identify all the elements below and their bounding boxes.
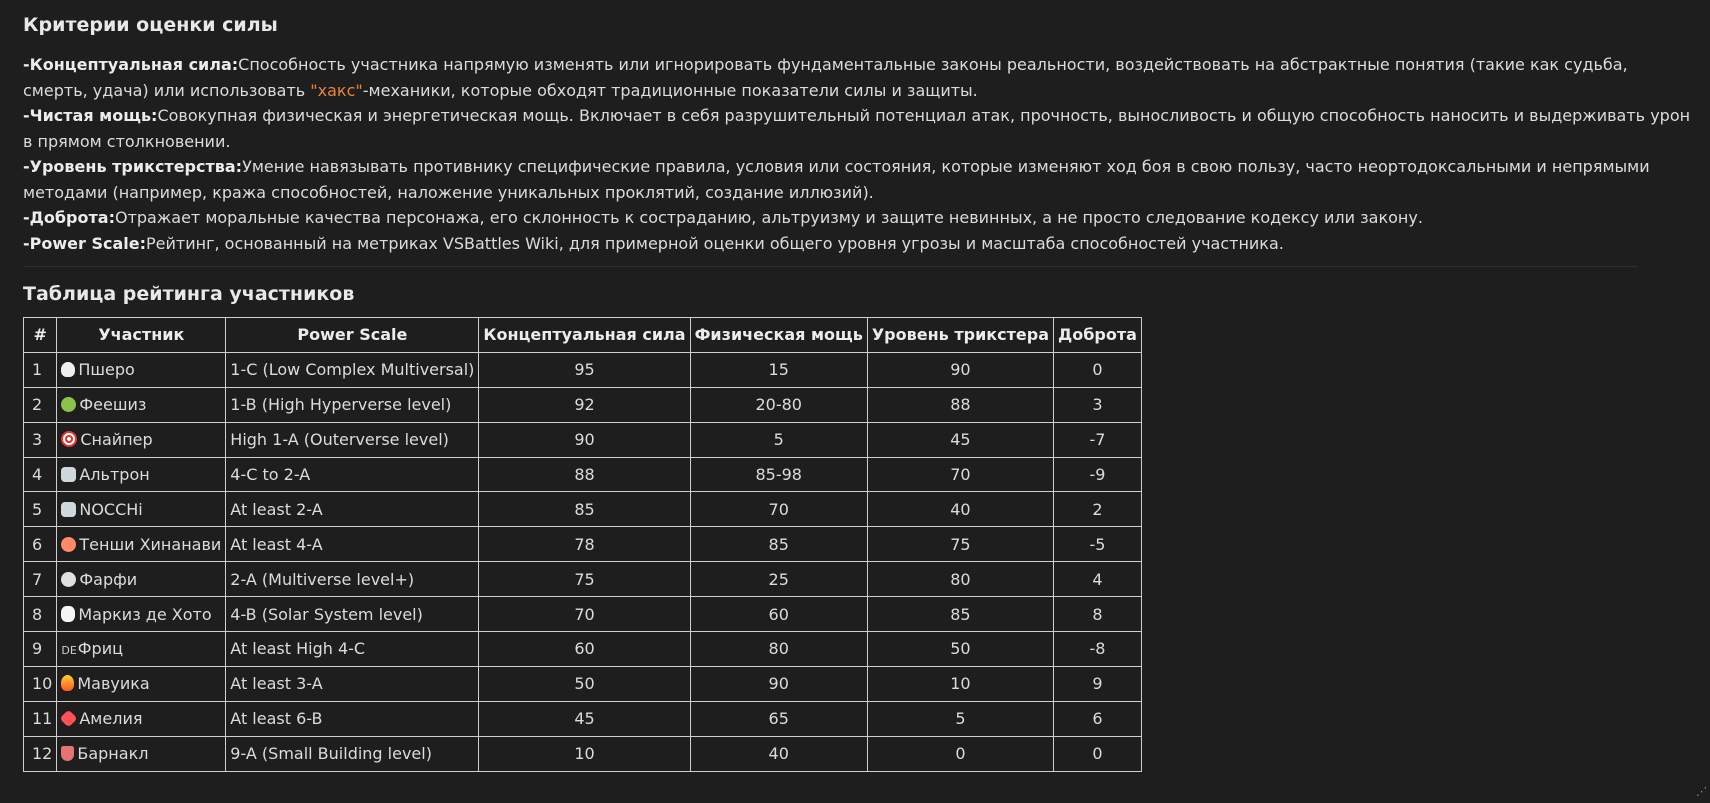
rabbit-icon [61, 606, 75, 622]
cell-power-scale: High 1-A (Outerverse level) [226, 422, 479, 457]
criteria-term: -Чистая мощь: [23, 106, 158, 125]
cell-power-scale: 4-C to 2-A [226, 457, 479, 492]
cell-physical: 60 [690, 597, 867, 632]
cell-participant [57, 457, 226, 492]
cell-trickster: 10 [867, 666, 1053, 701]
column-header-power-scale: Power Scale [226, 318, 479, 353]
criteria-item-kindness [23, 205, 1695, 231]
zombie-icon [61, 397, 76, 412]
cell-trickster: 0 [867, 736, 1053, 771]
cell-participant [57, 701, 226, 736]
column-header-kindness: Доброта [1054, 318, 1142, 353]
participant-name: Мавуика [77, 674, 150, 694]
table-row [24, 736, 1142, 771]
table-row [24, 457, 1142, 492]
cell-kindness: -9 [1054, 457, 1142, 492]
mouse-icon [61, 572, 76, 587]
criteria-item-power-scale [23, 231, 1695, 257]
cell-index: 7 [24, 562, 57, 597]
cell-power-scale: 1-B (High Hyperverse level) [226, 387, 479, 422]
cell-trickster: 45 [867, 422, 1053, 457]
table-row [24, 422, 1142, 457]
column-header-physical: Физическая мощь [690, 318, 867, 353]
table-heading: Таблица рейтинга участников [23, 283, 355, 305]
criteria-term: -Power Scale: [23, 233, 146, 253]
robot-icon [61, 467, 76, 482]
table-row [24, 597, 1142, 632]
cell-trickster: 75 [867, 527, 1053, 562]
cell-conceptual: 92 [479, 387, 690, 422]
cell-power-scale: 2-A (Multiverse level+) [226, 562, 479, 597]
cell-physical: 65 [690, 701, 867, 736]
column-header-participant: Участник [57, 318, 226, 353]
participant-name: Альтрон [79, 465, 150, 484]
cell-index: 5 [24, 492, 57, 527]
participant-name: Пшеро [78, 360, 135, 380]
cell-physical: 40 [690, 736, 867, 771]
cell-participant [57, 666, 226, 701]
participant-name: NOCCHi [79, 499, 143, 519]
cell-kindness: 9 [1054, 666, 1142, 701]
cell-conceptual: 95 [479, 352, 690, 387]
table-row [24, 632, 1142, 667]
skull-icon [61, 362, 75, 377]
table-row [24, 701, 1142, 736]
cell-power-scale: At least High 4-C [226, 632, 479, 667]
resize-handle-icon[interactable]: ⋰ [1696, 785, 1707, 798]
flag-de-icon: DE [61, 644, 77, 658]
criteria-item-power [23, 103, 1695, 154]
column-header-conceptual: Концептуальная сила [479, 318, 690, 353]
cell-trickster: 90 [867, 352, 1053, 387]
criteria-text: Совокупная физическая и энергетическая мощь. Включает в себя разрушительный потенциал атак, прочность, выносливость и общую способность наносить и выдерживать урон в прямом столкновении. [23, 106, 1691, 151]
cell-index: 1 [24, 352, 57, 387]
cell-trickster: 40 [867, 492, 1053, 527]
participant-name: Фарфи [79, 569, 138, 589]
cell-kindness: -7 [1054, 422, 1142, 457]
cell-participant [57, 632, 226, 667]
cell-trickster: 80 [867, 562, 1053, 597]
peach-icon [61, 537, 76, 552]
cell-conceptual: 10 [479, 736, 690, 771]
table-row [24, 666, 1142, 701]
cell-participant [57, 387, 226, 422]
haks-highlight: "хакс" [310, 80, 363, 100]
cell-physical: 85 [690, 527, 867, 562]
cell-trickster: 50 [867, 632, 1053, 667]
cell-index: 9 [24, 632, 57, 667]
table-row [24, 492, 1142, 527]
shield-icon [61, 746, 74, 761]
cell-physical: 20-80 [690, 387, 867, 422]
cell-conceptual: 75 [479, 562, 690, 597]
cell-conceptual: 78 [479, 527, 690, 562]
cell-participant [57, 527, 226, 562]
participant-name: Амелия [79, 709, 143, 729]
cell-conceptual: 90 [479, 422, 690, 457]
cell-physical: 5 [690, 422, 867, 457]
criteria-text: Рейтинг, основанный на метриках VSBattles Wiki, для примерной оценки общего уровня угрозы и масштаба способностей участника. [146, 233, 1284, 253]
cell-physical: 90 [690, 666, 867, 701]
table-header-row [24, 318, 1142, 353]
criteria-text: -механики, которые обходят традиционные показатели силы и защиты. [362, 80, 978, 100]
cell-kindness: -8 [1054, 632, 1142, 667]
cell-index: 10 [24, 666, 57, 701]
cell-index: 12 [24, 736, 57, 771]
criteria-text: Умение навязывать противнику специфические правила, условия или состояния, которые изменяют ход боя в свою пользу, часто неортодоксальными и непрямыми методами (например, кража способностей, наложение уникальных проклятий, создание иллюзий). [23, 157, 1650, 202]
cell-physical: 85-98 [690, 457, 867, 492]
cell-kindness: 6 [1054, 701, 1142, 736]
cell-kindness: -5 [1054, 527, 1142, 562]
table-body [24, 352, 1142, 771]
column-header-index: # [24, 318, 57, 353]
cell-physical: 70 [690, 492, 867, 527]
cell-kindness: 0 [1054, 736, 1142, 771]
cell-kindness: 2 [1054, 492, 1142, 527]
cell-index: 11 [24, 701, 57, 736]
participant-name: Барнакл [77, 744, 149, 764]
cell-power-scale: 1-C (Low Complex Multiversal) [226, 352, 479, 387]
criteria-list [23, 52, 1695, 256]
cell-power-scale: At least 2-A [226, 492, 479, 527]
participant-name: Тенши Хинанави [79, 534, 222, 554]
target-icon [61, 431, 77, 447]
cell-index: 2 [24, 387, 57, 422]
cell-trickster: 88 [867, 387, 1053, 422]
cell-participant [57, 562, 226, 597]
cell-participant [57, 492, 226, 527]
cell-trickster: 70 [867, 457, 1053, 492]
criteria-term: -Концептуальная сила: [23, 55, 239, 74]
cell-conceptual: 85 [479, 492, 690, 527]
cell-index: 6 [24, 527, 57, 562]
cell-kindness: 0 [1054, 352, 1142, 387]
table-row [24, 352, 1142, 387]
cell-trickster: 5 [867, 701, 1053, 736]
cell-power-scale: At least 4-A [226, 527, 479, 562]
participant-name: Феешиз [79, 395, 147, 415]
criteria-item-conceptual [23, 52, 1695, 103]
message-content [23, 8, 1695, 772]
participant-name: Маркиз де Хото [78, 604, 212, 624]
cell-power-scale: At least 3-A [226, 666, 479, 701]
criteria-item-trickster [23, 154, 1695, 205]
criteria-text: Способность участника напрямую изменять или игнорировать фундаментальные законы реальности, воздействовать на абстрактные понятия (такие как судьба, смерть, удача) или использовать [23, 55, 1628, 100]
cell-kindness: 8 [1054, 597, 1142, 632]
robot-icon [61, 502, 76, 517]
table-row [24, 562, 1142, 597]
cell-participant [57, 597, 226, 632]
criteria-text: Отражает моральные качества персонажа, его склонность к состраданию, альтруизму и защите невинных, а не просто следование кодексу или закону. [114, 208, 1423, 227]
collision-icon [60, 710, 78, 728]
criteria-term: -Доброта: [23, 208, 115, 227]
cell-power-scale: 4-B (Solar System level) [226, 597, 479, 632]
cell-physical: 25 [690, 562, 867, 597]
cell-participant [57, 736, 226, 771]
cell-index: 3 [24, 422, 57, 457]
criteria-heading: Критерии оценки силы [23, 14, 278, 36]
cell-participant [57, 422, 226, 457]
cell-conceptual: 50 [479, 666, 690, 701]
ranking-table [23, 317, 1142, 772]
table-row [24, 387, 1142, 422]
cell-index: 8 [24, 597, 57, 632]
cell-conceptual: 60 [479, 632, 690, 667]
flame-icon [61, 675, 74, 691]
cell-index: 4 [24, 457, 57, 492]
cell-trickster: 85 [867, 597, 1053, 632]
column-header-trickster: Уровень трикстера [867, 318, 1053, 353]
cell-power-scale: 9-A (Small Building level) [226, 736, 479, 771]
cell-conceptual: 45 [479, 701, 690, 736]
cell-kindness: 3 [1054, 387, 1142, 422]
cell-power-scale: At least 6-B [226, 701, 479, 736]
cell-physical: 80 [690, 632, 867, 667]
divider [23, 266, 1638, 267]
participant-name: Фриц [77, 639, 123, 659]
cell-physical: 15 [690, 352, 867, 387]
cell-participant [57, 352, 226, 387]
cell-conceptual: 70 [479, 597, 690, 632]
cell-conceptual: 88 [479, 457, 690, 492]
participant-name: Снайпер [80, 430, 153, 450]
table-row [24, 527, 1142, 562]
criteria-term: -Уровень трикстерства: [23, 157, 243, 176]
cell-kindness: 4 [1054, 562, 1142, 597]
